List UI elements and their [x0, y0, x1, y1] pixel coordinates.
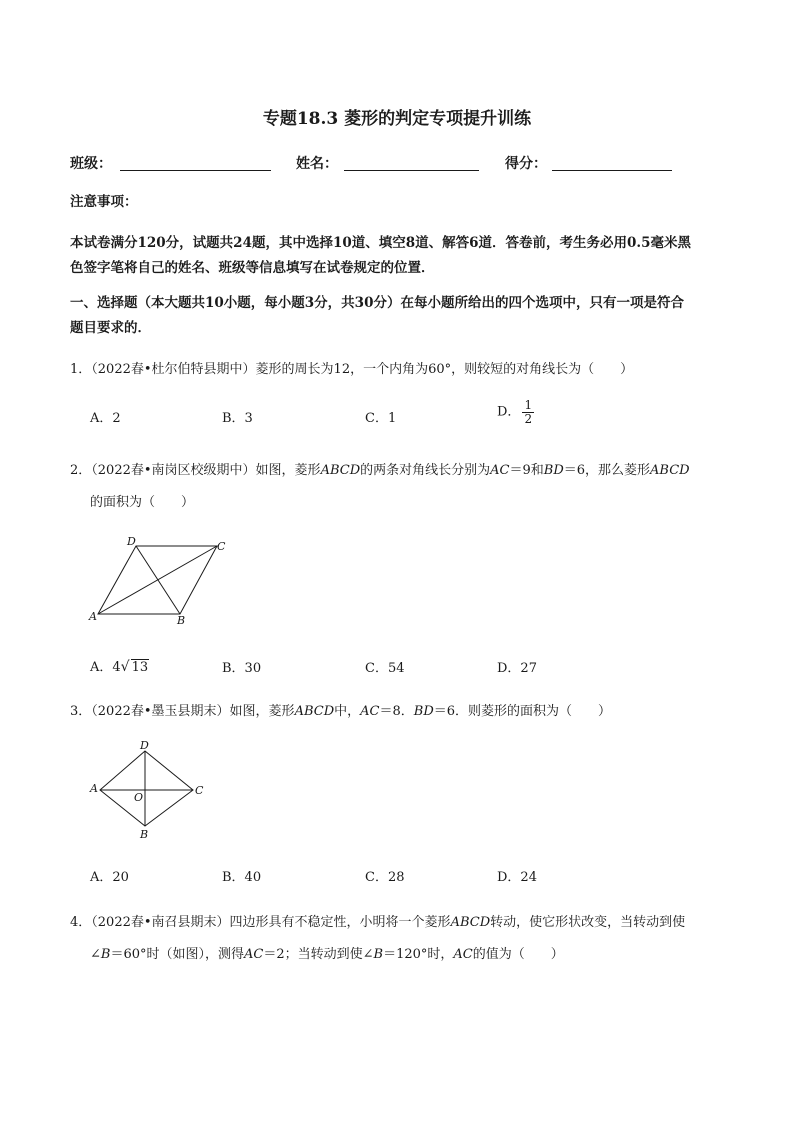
math-var: AC — [360, 704, 380, 719]
math-var: B — [100, 947, 111, 962]
question-3-rhombus-figure — [86, 735, 216, 845]
question-text: 如图，菱形 — [229, 704, 295, 719]
rhombus-outline — [100, 751, 193, 826]
question-2-option-a[interactable] — [90, 656, 149, 675]
question-text: 的两条对角线长分别为 — [360, 463, 491, 478]
question-text: 四边形具有不稳定性，小明将一个菱形 — [229, 915, 451, 930]
fraction-denominator: 2 — [524, 411, 533, 426]
center-label-o: O — [134, 791, 144, 804]
question-text: ＝2；当转动到使∠ — [263, 947, 374, 962]
class-label: 班级： — [70, 156, 112, 172]
score-label: 得分： — [505, 156, 547, 172]
section-heading-line-1: 一、选择题（本大题共10小题，每小题3分，共30分）在每小题所给出的四个选项中，只有一项是符合 — [70, 295, 684, 311]
question-2-stem-line-1 — [70, 459, 690, 478]
question-text: ＝6，那么菱形 — [563, 463, 651, 478]
question-1-option-c[interactable]: C．1 — [365, 411, 397, 426]
notice-line-1: 本试卷满分120分，试题共24题，其中选择10道、填空8道、解答6道．答卷前，考生务必用0.5毫米黑 — [70, 235, 692, 251]
math-var: ABCD — [320, 463, 361, 478]
question-text: ＝6．则菱形的面积为（ ） — [433, 704, 612, 719]
math-var: AC — [490, 463, 510, 478]
option-label: A．4 — [90, 660, 121, 675]
question-3-option-c[interactable]: C．28 — [365, 870, 405, 885]
question-number: 4． — [70, 915, 92, 930]
math-var: BD — [543, 463, 564, 478]
radical-sign: √ — [120, 659, 130, 675]
fraction — [522, 399, 534, 425]
math-var: ABCD — [650, 463, 690, 478]
question-3-option-b[interactable]: B．40 — [222, 870, 262, 885]
math-var: ABCD — [450, 915, 491, 930]
question-4-stem-line-2 — [90, 943, 564, 962]
vertex-label-b: B — [177, 614, 186, 627]
question-text: 菱形的周长为12，一个内角为60°，则较短的对角线长为（ ） — [255, 362, 634, 377]
math-var: B — [373, 947, 384, 962]
question-text: ＝8． — [379, 704, 414, 719]
question-text: ＝60°时（如图），测得 — [110, 947, 245, 962]
question-1-option-d[interactable] — [497, 399, 534, 425]
class-blank[interactable] — [120, 170, 271, 171]
question-text: ∠ — [90, 947, 101, 962]
vertex-label-b: B — [140, 828, 149, 841]
question-text: ＝120°时， — [383, 947, 454, 962]
question-3-stem — [70, 700, 611, 719]
vertex-label-a: A — [89, 610, 97, 623]
question-1-option-a[interactable]: A．2 — [90, 411, 121, 426]
vertex-label-a: A — [90, 782, 98, 795]
math-var: BD — [413, 704, 434, 719]
question-4-stem-line-1 — [70, 911, 685, 930]
question-source: （2022春•墨玉县期末） — [91, 704, 230, 719]
name-blank[interactable] — [344, 170, 479, 171]
question-source: （2022春•南召县期末） — [91, 915, 230, 930]
vertex-label-d: D — [140, 739, 149, 752]
option-label: D． — [497, 404, 521, 420]
question-2-option-d[interactable]: D．27 — [497, 661, 537, 676]
fraction-numerator: 1 — [524, 398, 533, 412]
question-2-rhombus-figure — [86, 530, 246, 630]
radicand: 13 — [131, 660, 149, 675]
math-var: ABCD — [294, 704, 335, 719]
page-title: 专题18.3 菱形的判定专项提升训练 — [262, 109, 532, 129]
notice-line-2: 色签字笔将自己的姓名、班级等信息填写在试卷规定的位置． — [70, 260, 435, 276]
question-3-option-a[interactable]: A．20 — [90, 870, 129, 885]
score-blank[interactable] — [552, 170, 672, 171]
section-heading-line-2: 题目要求的． — [70, 320, 151, 336]
question-text: 转动，使它形状改变，当转动到使 — [490, 915, 686, 930]
question-1-stem — [70, 358, 633, 377]
question-1-option-b[interactable]: B．3 — [222, 411, 253, 426]
question-text: 如图，菱形 — [255, 463, 321, 478]
vertex-label-c: C — [217, 540, 226, 553]
question-2-option-b[interactable]: B．30 — [222, 661, 262, 676]
question-text: 中， — [334, 704, 361, 719]
math-var: AC — [453, 947, 473, 962]
question-number: 2． — [70, 463, 92, 478]
question-3-option-d[interactable]: D．24 — [497, 870, 537, 885]
vertex-label-c: C — [195, 784, 204, 797]
question-text: ＝9和 — [509, 463, 544, 478]
question-2-option-c[interactable]: C．54 — [365, 661, 405, 676]
name-label: 姓名： — [296, 156, 338, 172]
notice-heading: 注意事项： — [70, 194, 138, 210]
question-2-stem-line-2: 的面积为（ ） — [90, 495, 195, 510]
question-number: 3． — [70, 704, 92, 719]
question-number: 1． — [70, 362, 92, 377]
vertex-label-d: D — [127, 535, 136, 548]
diagonal-bd — [136, 546, 180, 614]
math-var: AC — [244, 947, 264, 962]
question-text: 的值为（ ） — [472, 947, 564, 962]
question-source: （2022春•杜尔伯特县期中） — [91, 362, 256, 377]
question-source: （2022春•南岗区校级期中） — [91, 463, 256, 478]
